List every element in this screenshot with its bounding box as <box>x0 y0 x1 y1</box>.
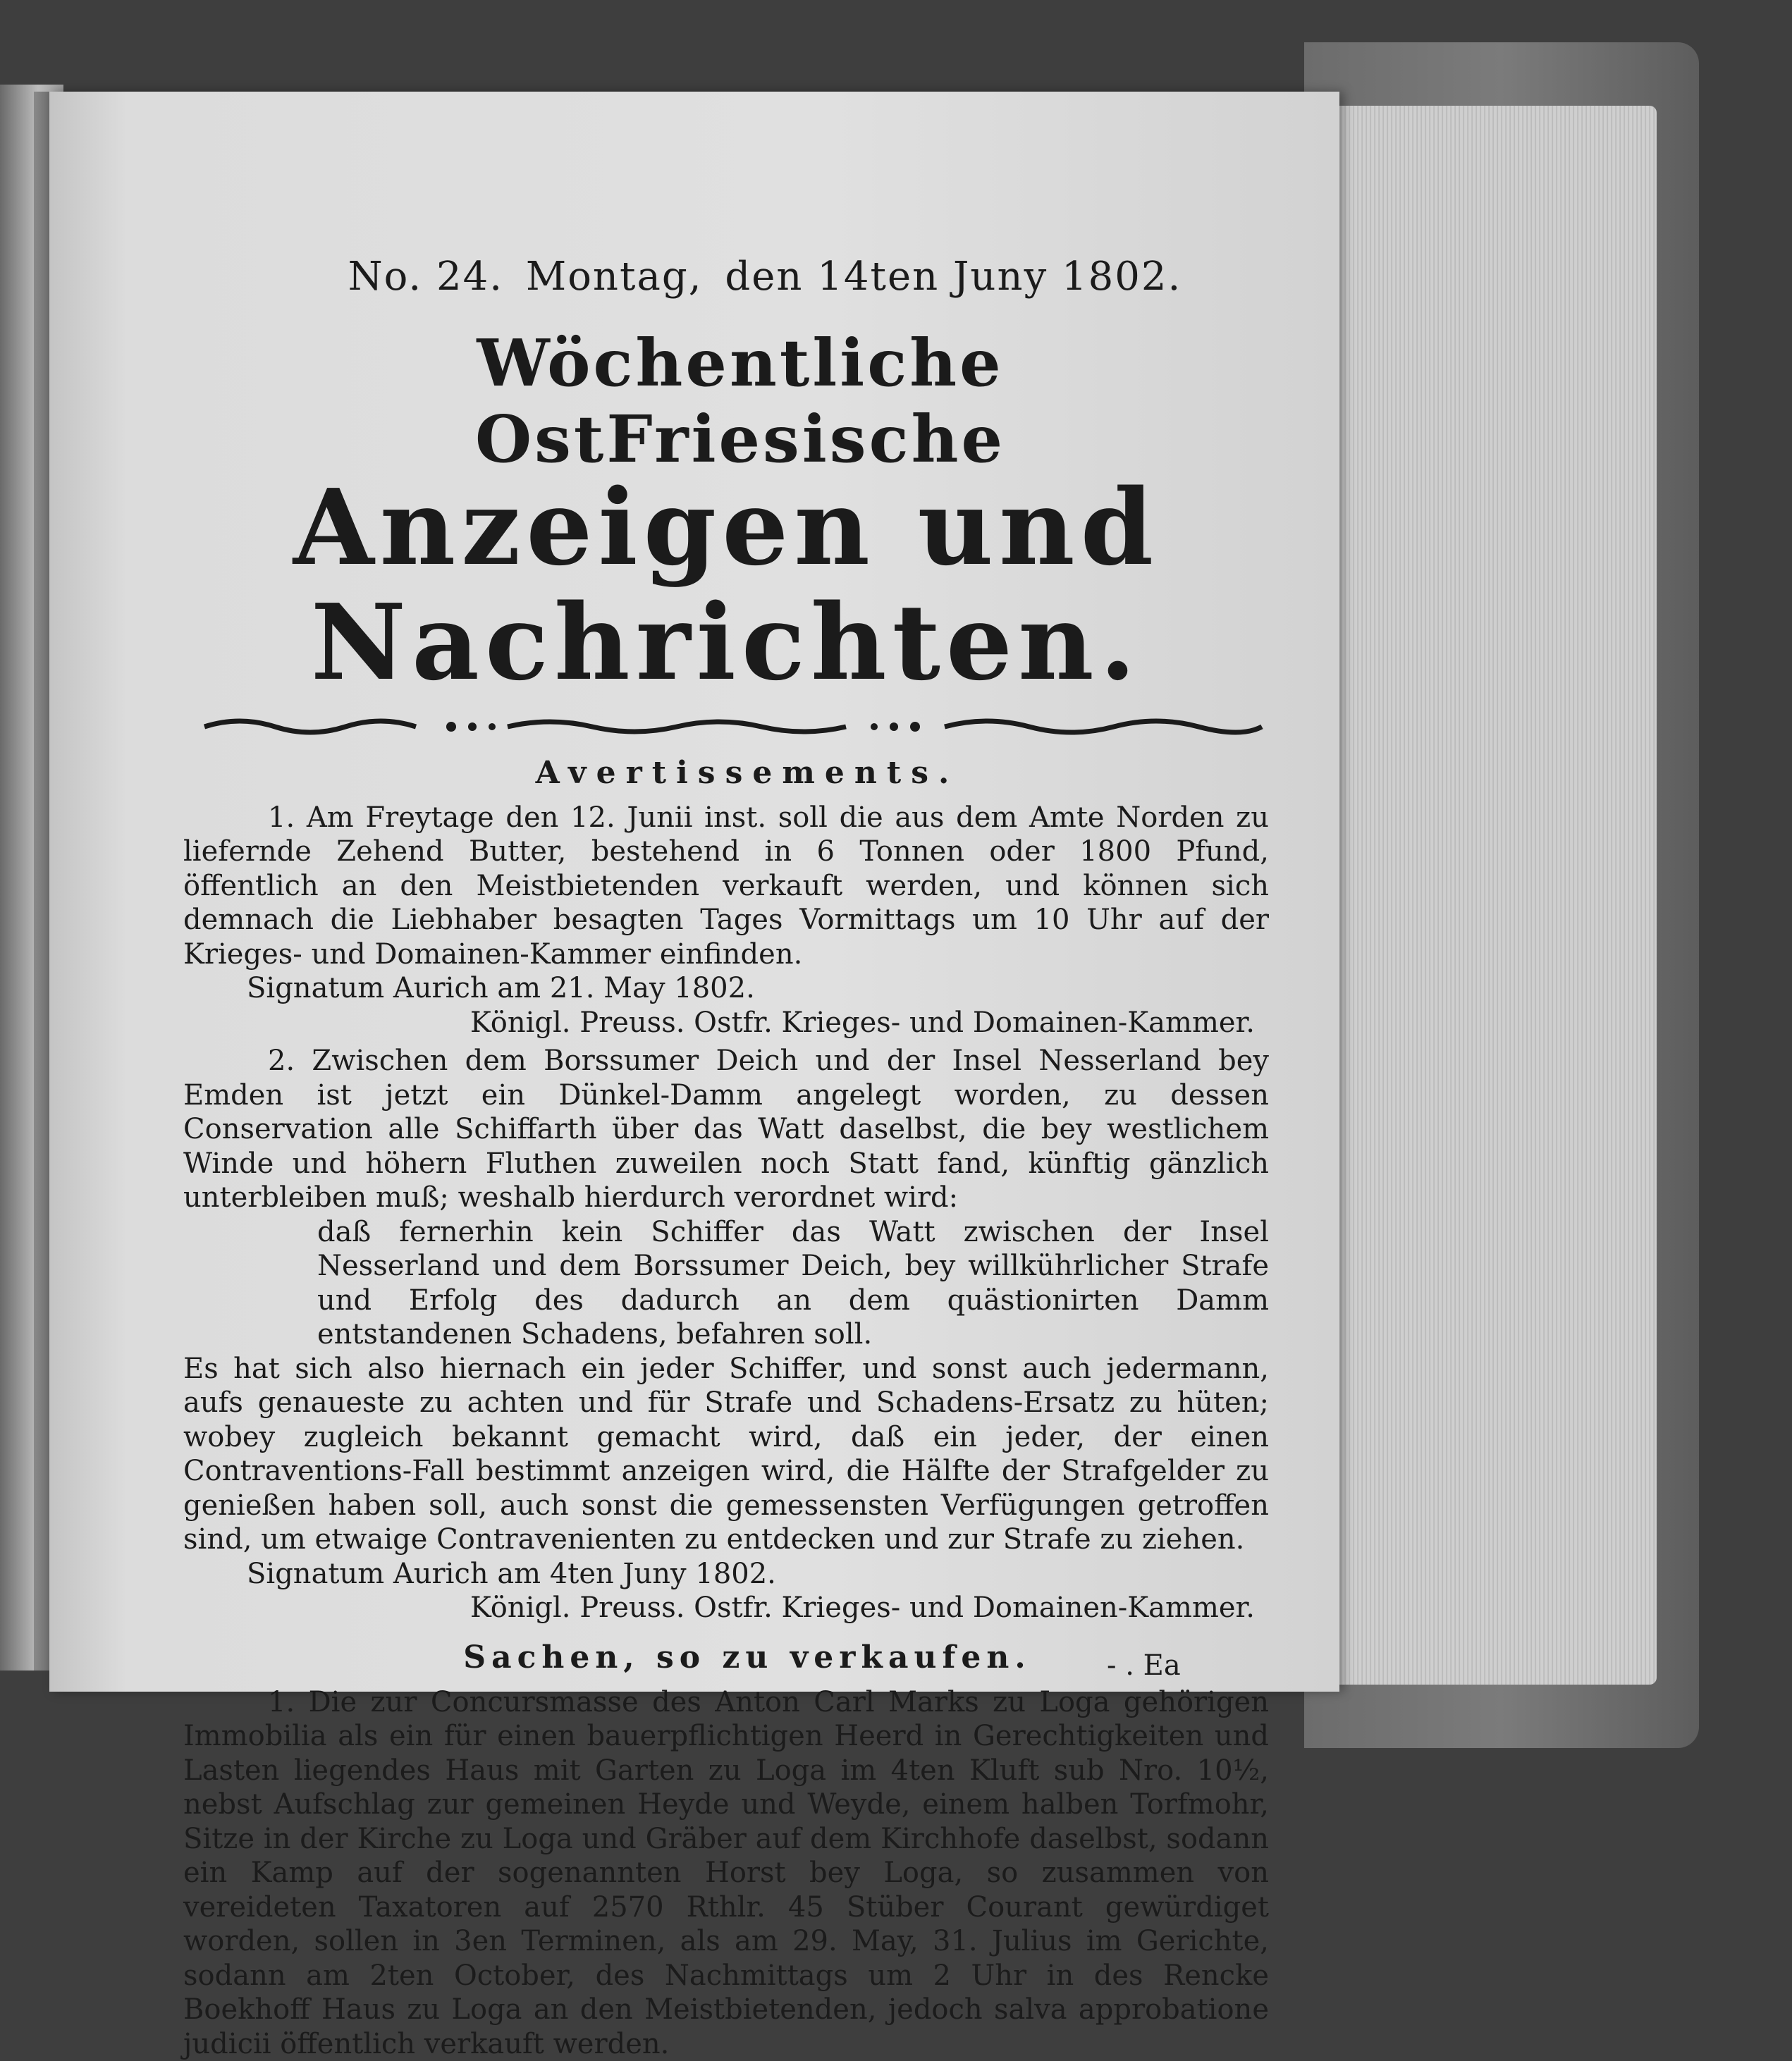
heading-avertissements: Avertissements. <box>535 754 959 791</box>
notice-1-authority: Königl. Preuss. Ostfr. Krieges- und Domainen-Kammer. <box>470 1006 1255 1039</box>
text-column <box>183 254 1269 2061</box>
notice-1-body: 1. Am Freytage den 12. Junii inst. soll die aus dem Amte Norden zu liefernde Zehend Butter, bestehend in 6 Tonnen oder 1800 Pfund, öffentlich an den Meistbietenden verkauft werden, und können sich demnach die Liebhaber besagten Tages Vormittags um 10 Uhr auf der Krieges- und Domainen-Kammer einfinden. <box>183 801 1269 971</box>
masthead-dateline <box>261 254 1269 300</box>
title-line-2: Anzeigen und Nachrichten. <box>293 466 1160 703</box>
catchword: - . Ea <box>1107 1649 1181 1682</box>
issue-date: den 14ten Juny 1802. <box>725 254 1182 300</box>
page-edges <box>1325 106 1657 1685</box>
issue-number: No. 24. <box>348 254 504 300</box>
newspaper-page <box>49 92 1339 2060</box>
notice-2-body: 2. Zwischen dem Borssumer Deich und der Insel Nesserland bey Emden ist jetzt ein Dünkel-Damm angelegt worden, zu dessen Conservation alle Schiffarth über das Watt daselbst, die bey westlichem Winde und höhern Fluthen zuweilen noch Statt fand, künftig gänzlich unterbleiben muß; weshalb hierdurch verordnet wird: <box>183 1045 1269 1214</box>
sale-1-body: 1. Die zur Concursmasse des Anton Carl Marks zu Loga gehörigen Immobilia als ein für einen bauerpflichtigen Heerd in Gerechtigkeiten und Lasten liegendes Haus mit Garten zu Loga im 4ten Kluft sub Nro. 10½, nebst Aufschlag zur gemeinen Heyde und Weyde, einem halben Torfmohr, Sitze in der Kirche zu Loga und Gräber auf dem Kirchhofe daselbst, sodann ein Kamp auf der sogenannten Horst bey Loga, so zusammen von vereideten Taxatoren auf 2570 Rthlr. 45 Stüber Courant gewürdiget worden, sollen in 3en Terminen, als am 29. May, 31. Julius im Gerichte, sodann am 2ten October, des Nachmittags um 2 Uhr in des Rencke Boekhoff Haus zu Loga an den Meistbietenden, jedoch salva approbatione judicii öffentlich verkauft werden. <box>183 1685 1269 2060</box>
notice-2-ordinance: daß fernerhin kein Schiffer das Watt zwischen der Insel Nesserland und dem Borssumer Deich, bey willkührlicher Strafe und Erfolg des dadurch an dem quästionirten Damm entstandenen Schadens, befahren soll. <box>317 1215 1269 1351</box>
issue-day: Montag, <box>525 254 703 300</box>
notice-2-authority: Königl. Preuss. Ostfr. Krieges- und Domainen-Kammer. <box>470 1592 1255 1625</box>
notice-1-signature: Signatum Aurich am 21. May 1802. <box>247 972 755 1005</box>
heading-sales: Sachen, so zu verkaufen. <box>463 1639 1031 1675</box>
notice-2-signature: Signatum Aurich am 4ten Juny 1802. <box>247 1557 776 1590</box>
title-line-1: Wöchentliche OstFriesische <box>474 325 1006 477</box>
notice-2-continuation: Es hat sich also hiernach ein jeder Schiffer, und sonst auch jedermann, aufs genaueste zu achten und für Strafe und Schadens-Ersatz zu hüten; wobey zugleich bekannt gemacht wird, daß ein jeder, der einen Contraventions-Fall bestimmt anzeigen wird, die Hälfte der Strafgelder zu genießen haben soll, auch sonst die gemessensten Verfügungen getroffen sind, um etwaige Contravenienten zu entdecken und zur Strafe zu ziehen. <box>183 1352 1269 1556</box>
ornamental-rule <box>197 713 1269 741</box>
